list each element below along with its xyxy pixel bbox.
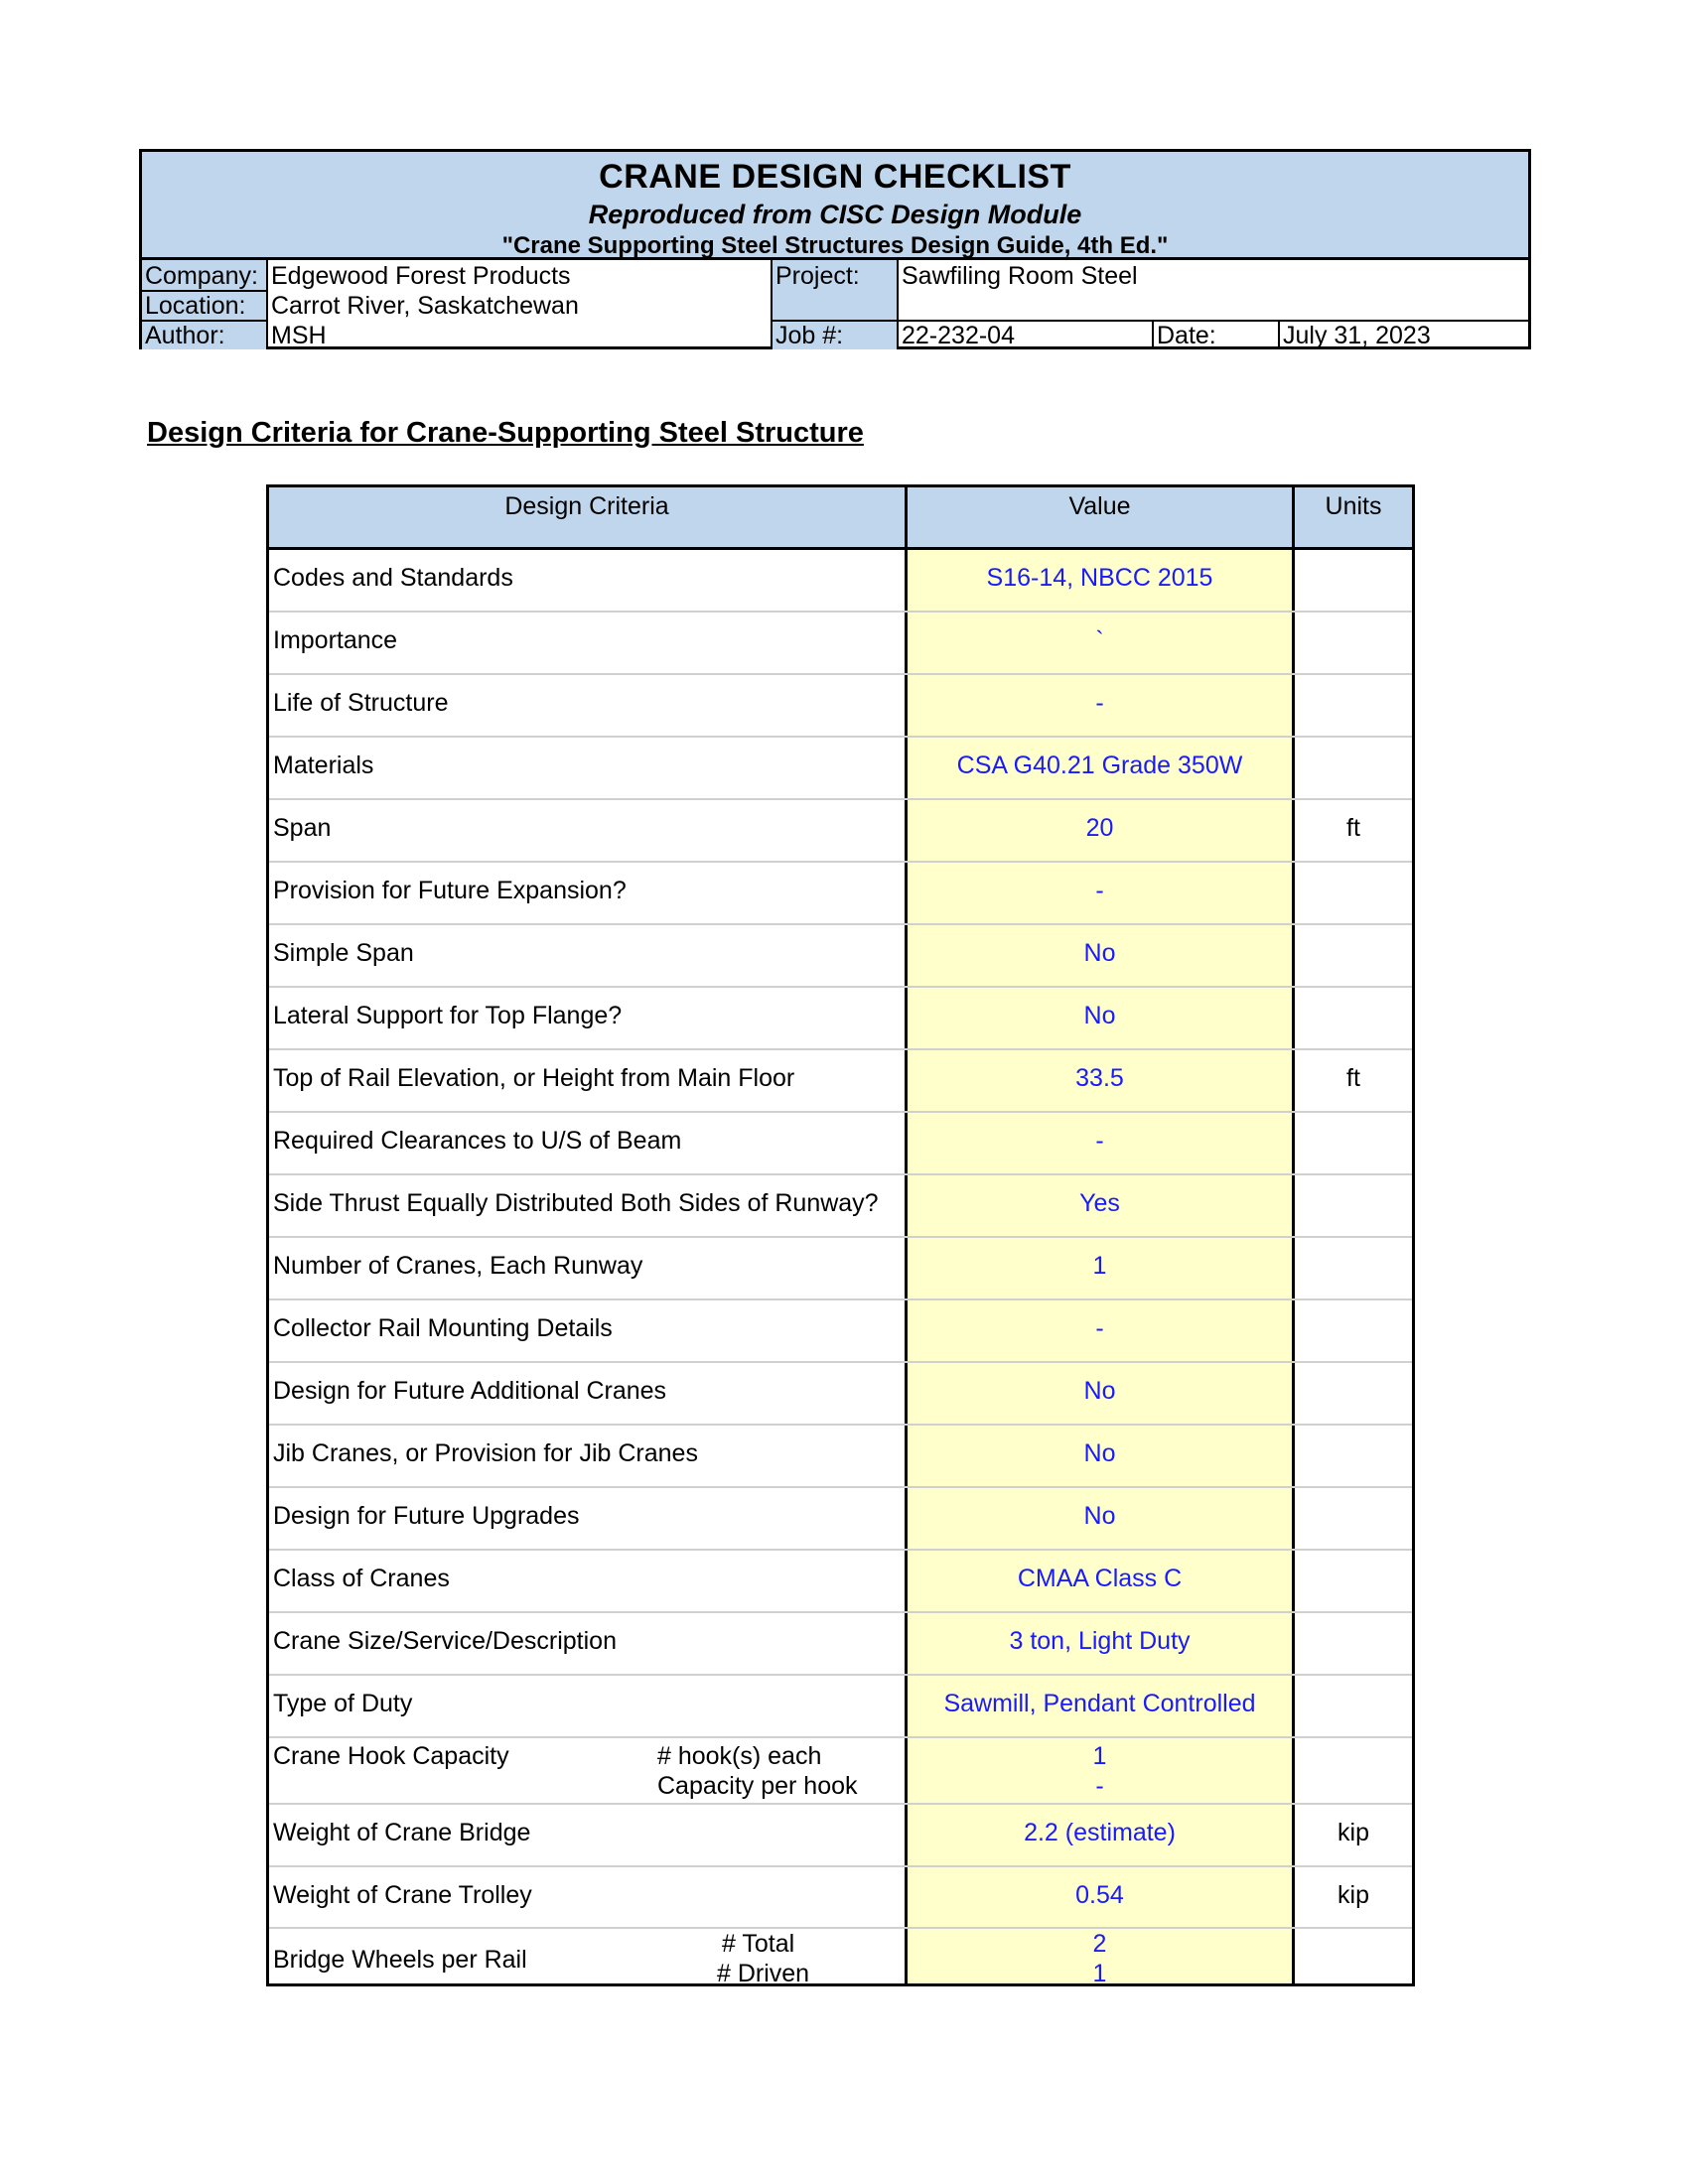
table-row [269,1676,1412,1738]
table-row [269,1363,1412,1426]
sub-label-cell: # hook(s) each [657,1742,822,1770]
job-value: 22-232-04 [902,322,1015,349]
table-row [269,1050,1412,1113]
table-row [269,1805,1412,1867]
criteria-cell: Weight of Crane Trolley [273,1881,532,1909]
project-label: Project: [775,262,860,290]
criteria-cell: Crane Size/Service/Description [273,1627,617,1655]
section-title: Design Criteria for Crane-Supporting Steel Structure [147,417,864,449]
date-label: Date: [1157,322,1216,349]
location-label: Location: [145,292,246,320]
criteria-cell: Lateral Support for Top Flange? [273,1002,623,1029]
header-block [139,149,1531,349]
units-cell: ft [1346,814,1360,842]
value-cell: 3 ton, Light Duty [1009,1627,1191,1655]
table-row [269,675,1412,738]
document-title: CRANE DESIGN CHECKLIST [599,158,1071,196]
value-cell: - [1095,1127,1104,1155]
value-cell: 1 [1092,1252,1107,1280]
table-row [269,1867,1412,1930]
table-row [269,1929,1412,1991]
sub-label-cell: Capacity per hook [657,1772,858,1800]
value-cell: Sawmill, Pendant Controlled [943,1690,1256,1717]
value-cell: 2 [1092,1930,1107,1958]
header-units: Units [1325,492,1382,520]
table-row [269,550,1412,613]
company-value: Edgewood Forest Products [271,262,571,290]
value-cell: CSA G40.21 Grade 350W [956,751,1243,779]
value-cell: - [1095,1314,1104,1342]
author-value: MSH [271,322,327,349]
table-row [269,738,1412,800]
value-cell: 0.54 [1075,1881,1124,1909]
criteria-cell: Class of Cranes [273,1565,450,1592]
criteria-cell: Importance [273,626,398,654]
criteria-cell: Design for Future Additional Cranes [273,1377,667,1405]
document-reference: "Crane Supporting Steel Structures Design Guide, 4th Ed." [501,232,1169,259]
criteria-cell: Simple Span [273,939,414,967]
criteria-cell: Collector Rail Mounting Details [273,1314,613,1342]
header-design-criteria: Design Criteria [504,492,669,520]
document-subtitle: Reproduced from CISC Design Module [588,200,1082,229]
company-label: Company: [145,262,258,290]
table-row [269,1426,1412,1488]
criteria-cell: Design for Future Upgrades [273,1502,580,1530]
criteria-cell: Type of Duty [273,1690,413,1717]
value-cell: No [1083,1377,1116,1405]
criteria-cell: Top of Rail Elevation, or Height from Main Floor [273,1064,795,1092]
table-row [269,1113,1412,1175]
table-header [269,487,1412,550]
table-row [269,988,1412,1050]
value-cell: 33.5 [1075,1064,1124,1092]
value-cell: S16-14, NBCC 2015 [986,564,1213,592]
table-row [269,863,1412,925]
criteria-cell: Number of Cranes, Each Runway [273,1252,643,1280]
table-row [269,925,1412,988]
value-cell: CMAA Class C [1017,1565,1183,1592]
criteria-cell: Jib Cranes, or Provision for Jib Cranes [273,1439,698,1467]
value-cell: - [1095,877,1104,904]
criteria-cell: Required Clearances to U/S of Beam [273,1127,682,1155]
value-cell: No [1083,1439,1116,1467]
author-label: Author: [145,322,225,349]
value-cell: 1 [1092,1960,1107,1987]
location-value: Carrot River, Saskatchewan [271,292,579,320]
table-row [269,1551,1412,1613]
units-cell: ft [1346,1064,1360,1092]
value-cell: No [1083,1502,1116,1530]
table-row [269,1238,1412,1300]
criteria-cell: Weight of Crane Bridge [273,1819,531,1846]
value-cell: 2.2 (estimate) [1024,1819,1176,1846]
criteria-cell: Side Thrust Equally Distributed Both Sides of Runway? [273,1189,879,1217]
units-cell: kip [1337,1881,1369,1909]
design-criteria-table [266,484,1415,1986]
job-label: Job #: [775,322,844,349]
criteria-cell: Codes and Standards [273,564,513,592]
units-cell: kip [1337,1819,1369,1846]
table-row [269,613,1412,675]
value-cell: 1 [1092,1742,1107,1770]
table-row [269,1175,1412,1238]
table-row [269,1741,1412,1804]
project-value: Sawfiling Room Steel [902,262,1138,290]
row-rule [269,1736,1412,1738]
table-row [269,1300,1412,1363]
sub-label-cell: # Driven [717,1960,810,1987]
value-cell: No [1083,1002,1116,1029]
sub-label-cell: # Total [722,1930,795,1958]
value-cell: No [1083,939,1116,967]
criteria-cell: Bridge Wheels per Rail [273,1946,527,1974]
header-value: Value [1068,492,1131,520]
value-cell: - [1095,1772,1104,1800]
value-cell: - [1095,689,1104,717]
value-cell: Yes [1079,1189,1120,1217]
table-row [269,800,1412,863]
table-row [269,1613,1412,1676]
value-cell: 20 [1085,814,1114,842]
table-row [269,1488,1412,1551]
value-cell: ` [1095,626,1104,654]
criteria-cell: Provision for Future Expansion? [273,877,627,904]
criteria-cell: Crane Hook Capacity [273,1742,509,1770]
criteria-cell: Span [273,814,332,842]
date-value: July 31, 2023 [1283,322,1431,349]
header-title-band [142,152,1528,260]
criteria-cell: Life of Structure [273,689,449,717]
criteria-cell: Materials [273,751,374,779]
